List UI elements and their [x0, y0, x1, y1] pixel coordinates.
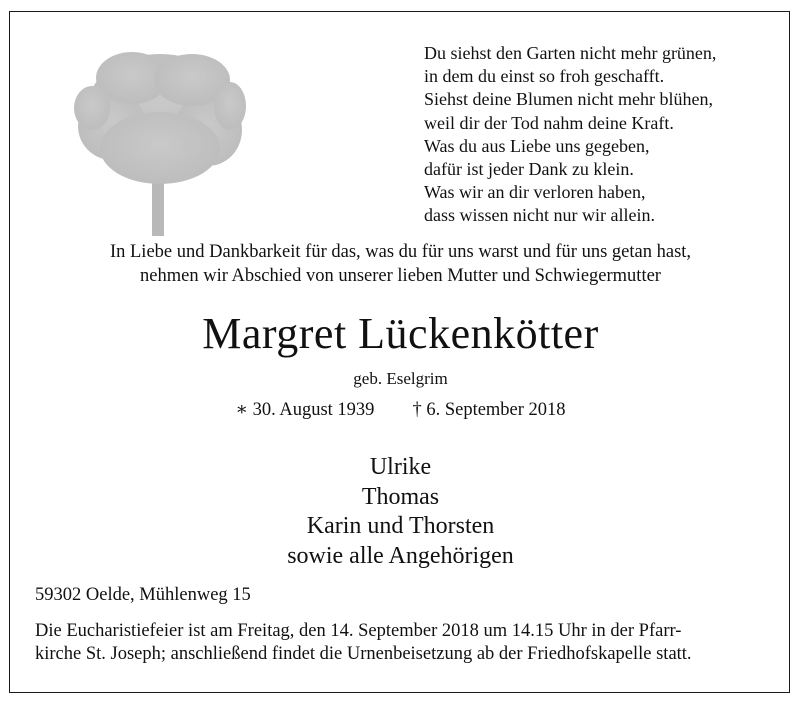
mourner: Ulrike — [369, 454, 432, 480]
deceased-name: Margret Lückenkötter — [202, 309, 599, 358]
poem-line: dafür ist jeder Dank zu klein. — [424, 159, 634, 180]
poem-line: Siehst deine Blumen nicht mehr blühen, — [424, 89, 713, 110]
poem-line: weil dir der Tod nahm deine Kraft. — [424, 112, 674, 133]
poem-line: Du siehst den Garten nicht mehr grünen, — [424, 43, 717, 63]
life-dates — [10, 398, 791, 422]
death-date: † 6. September 2018 — [412, 400, 566, 420]
service-line-2: kirche St. Joseph; anschließend findet die Urnenbeisetzung ab der Friedhofskapelle statt. — [35, 644, 692, 664]
address: 59302 Oelde, Mühlenweg 15 — [35, 585, 251, 605]
poem-line: dass wissen nicht nur wir allein. — [424, 205, 655, 226]
poem-line: Was wir an dir verloren haben, — [424, 182, 646, 203]
maiden-name: geb. Eselgrim — [353, 369, 448, 388]
tree-icon — [72, 48, 248, 236]
intro-line-1: In Liebe und Dankbarkeit für das, was du für uns warst und für uns getan hast, — [109, 242, 692, 262]
mourner: Thomas — [361, 483, 440, 510]
mourners-list — [10, 453, 791, 571]
service-line-1: Die Eucharistiefeier ist am Freitag, den 14. September 2018 um 14.15 Uhr in der Pfarr- — [35, 621, 682, 641]
poem — [424, 42, 774, 228]
service-info — [35, 620, 775, 666]
birth-date: ∗ 30. August 1939 — [235, 400, 375, 420]
intro-line-2: nehmen wir Abschied von unserer lieben Mutter und Schwiegermutter — [140, 266, 661, 286]
obituary-notice — [9, 11, 790, 693]
mourner: Karin und Thorsten — [306, 513, 495, 539]
mourner: sowie alle Angehörigen — [287, 542, 514, 569]
poem-line: in dem du einst so froh geschafft. — [424, 66, 665, 87]
intro-text — [10, 240, 791, 288]
poem-line: Was du aus Liebe uns gegeben, — [424, 135, 650, 156]
